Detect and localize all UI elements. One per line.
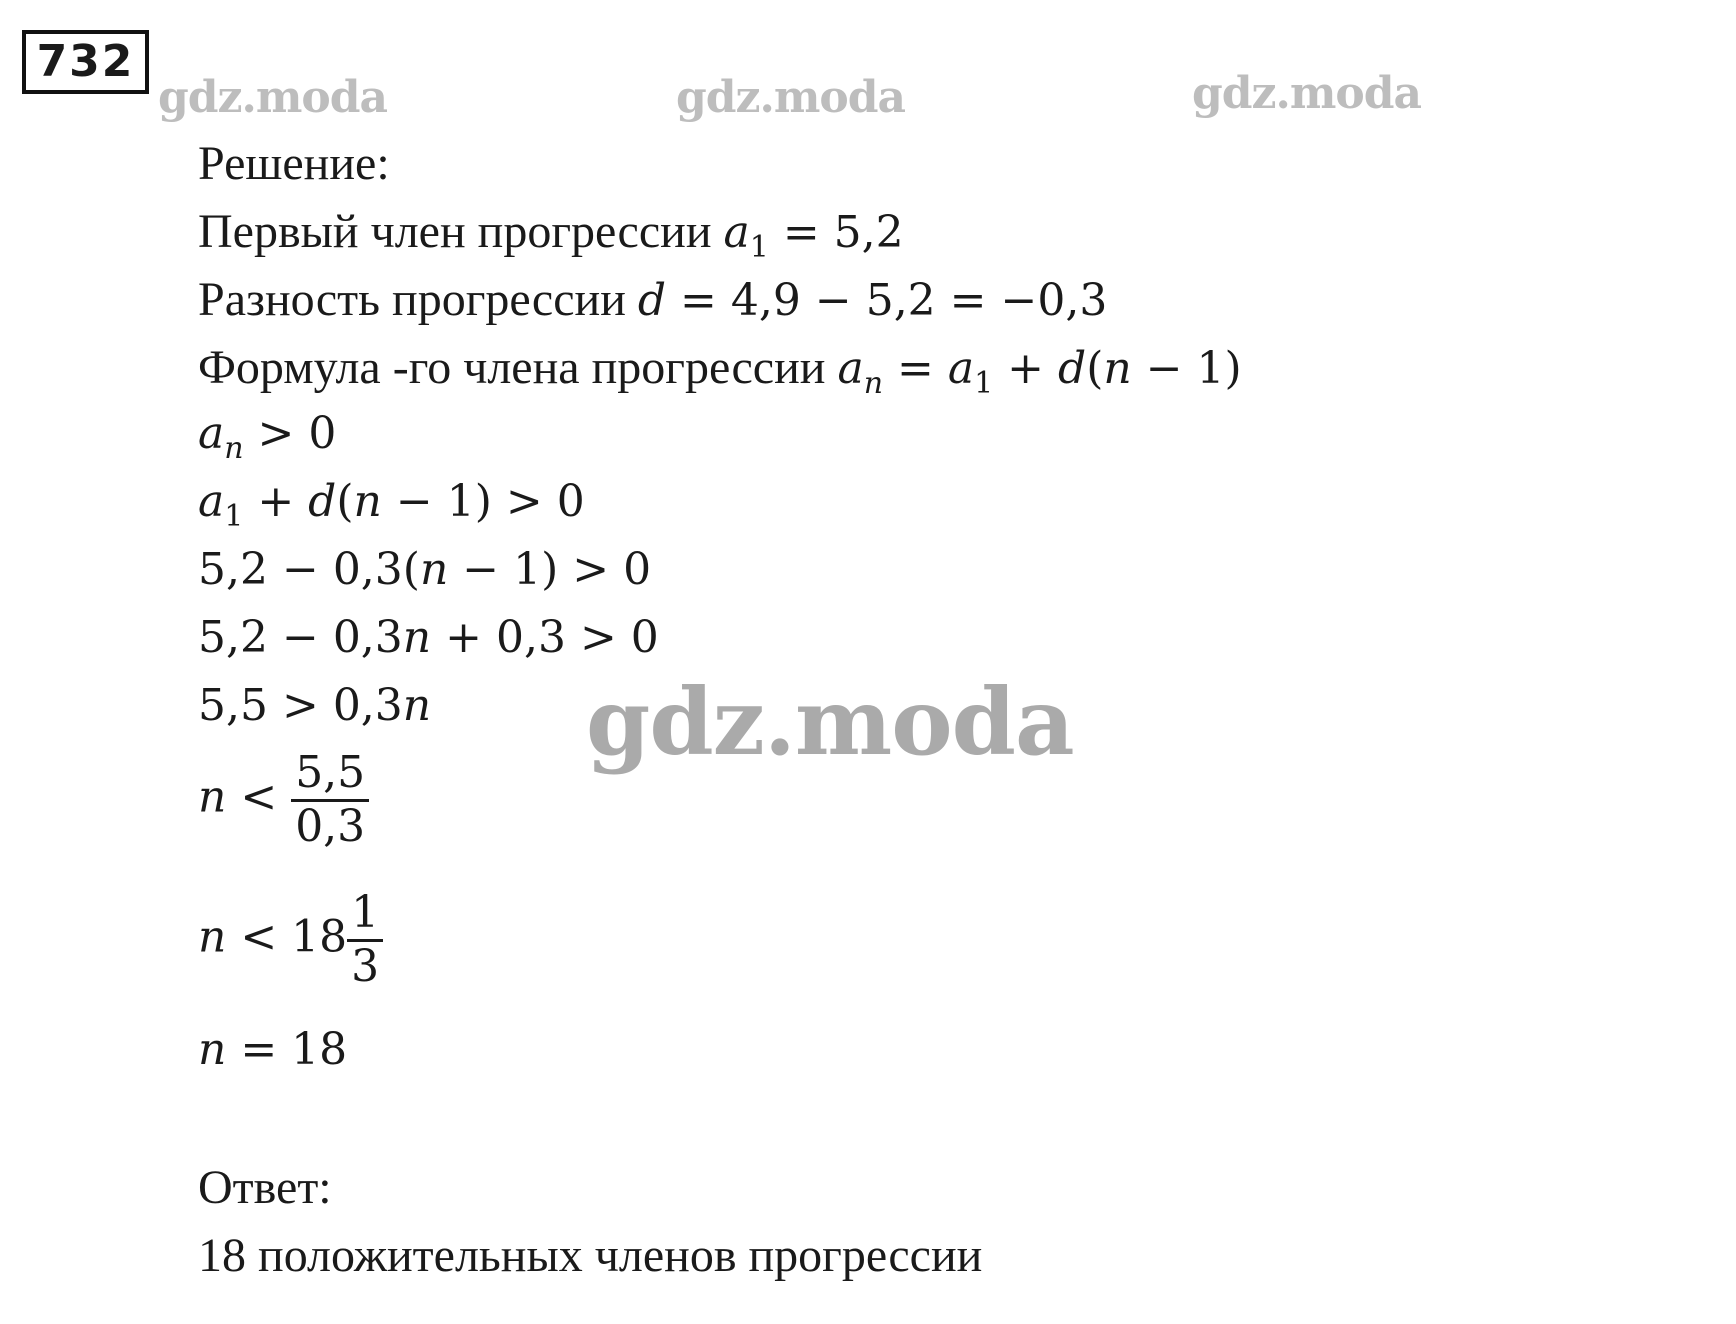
line-formula: Формула -го члена прогрессии $a_n = a_1 + d(n - 1)$: [198, 341, 1242, 401]
line-result: n = 18: [198, 1024, 348, 1075]
fraction-1-over-3: $\frac{1}{3}$: [347, 888, 383, 992]
line-inequality-4: 5,2 − 0,3n + 0,3 > 0: [198, 612, 659, 663]
watermark-1: gdz.moda: [158, 72, 388, 123]
answer-label: Ответ:: [198, 1161, 332, 1214]
line-fraction-1: n < $\frac{5,5}{0,3}$: [198, 748, 369, 852]
watermark-large: gdz.moda: [586, 668, 1074, 776]
solution-label: Решение:: [198, 137, 390, 190]
fraction-5-5-over-0-3: $\frac{5,5}{0,3}$: [291, 748, 369, 852]
line-difference: Разность прогрессии d = 4,9 − 5,2 = −0,3: [198, 273, 1108, 326]
watermark-2: gdz.moda: [676, 72, 906, 123]
line-inequality-2: $a_1 + d(n - 1) > 0$: [198, 476, 585, 534]
problem-number: 732: [22, 30, 149, 94]
line-fraction-2: n < 18 $\frac{1}{3}$: [198, 888, 383, 992]
line-inequality-1: $a_n > 0$: [198, 408, 337, 466]
answer-text: 18 положительных членов прогрессии: [198, 1229, 983, 1282]
line-first-term: Первый член прогрессии $a_1 = 5,2$: [198, 205, 904, 265]
line-inequality-3: 5,2 − 0,3(n − 1) > 0: [198, 544, 652, 595]
watermark-3: gdz.moda: [1192, 68, 1422, 119]
line-inequality-5: 5,5 > 0,3n: [198, 680, 432, 731]
